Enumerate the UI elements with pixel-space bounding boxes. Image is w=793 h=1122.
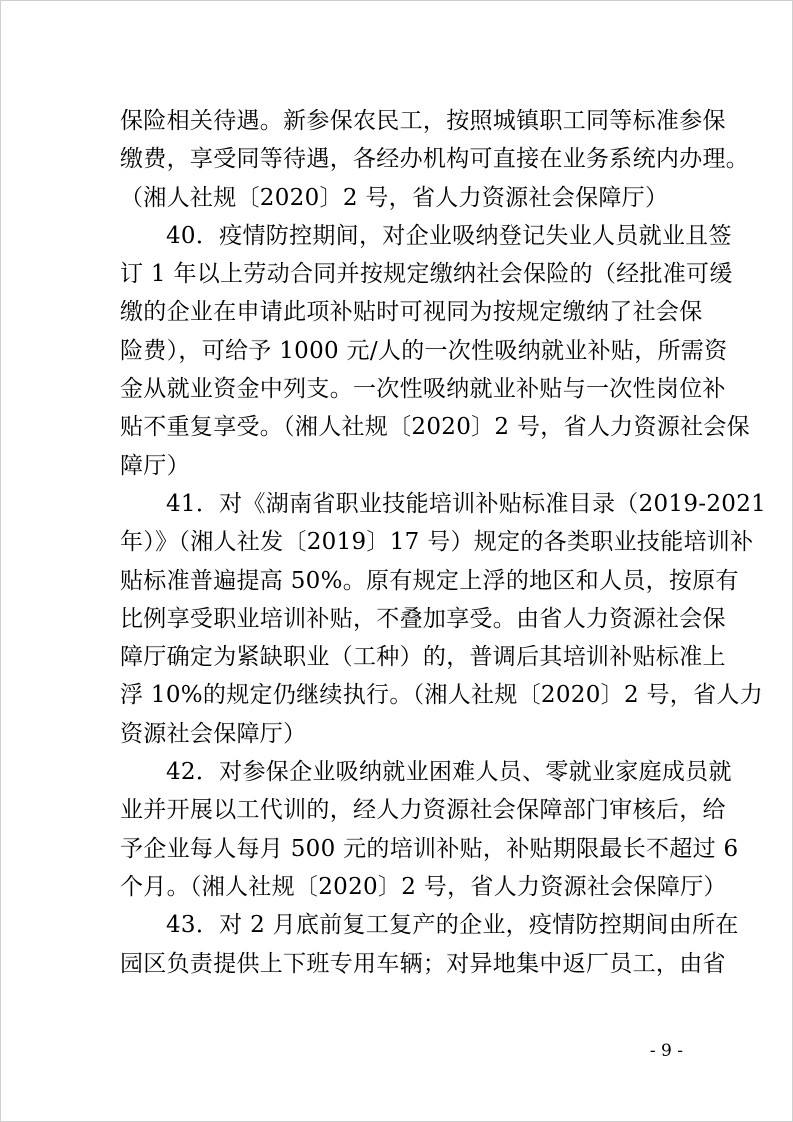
text-line: 予企业每人每月 500 元的培训补贴，补贴期限最长不超过 6 bbox=[120, 835, 739, 862]
paragraph-42-first-line: 42．对参保企业吸纳就业困难人员、零就业家庭成员就 bbox=[166, 759, 732, 786]
text-line: 浮 10%的规定仍继续执行。（湘人社规〔2020〕2 号，省人力 bbox=[120, 682, 764, 709]
text-line: 保险相关待遇。新参保农民工，按照城镇职工同等标准参保 bbox=[120, 108, 726, 134]
text-line: 贴标准普遍提高 50%。原有规定上浮的地区和人员，按原有 bbox=[120, 567, 739, 594]
text-line: 贴不重复享受。（湘人社规〔2020〕2 号，省人力资源社会保 bbox=[120, 414, 750, 441]
page-number: - 9 - bbox=[649, 1041, 683, 1061]
text-line: 障厅） bbox=[120, 452, 190, 479]
document-body bbox=[120, 102, 767, 983]
paragraph-41-first-line: 41．对《湖南省职业技能培训补贴标准目录（2019-2021 bbox=[166, 490, 767, 517]
text-line: 业并开展以工代训的，经人力资源社会保障部门审核后，给 bbox=[120, 797, 726, 824]
text-line: 险费），可给予 1000 元/人的一次性吸纳就业补贴，所需资 bbox=[120, 337, 728, 364]
paragraph-40-first-line: 40．疫情防控期间，对企业吸纳登记失业人员就业且签 bbox=[166, 222, 732, 249]
text-line: 个月。（湘人社规〔2020〕2 号，省人力资源社会保障厅） bbox=[120, 873, 727, 900]
text-line: 缴费，享受同等待遇，各经办机构可直接在业务系统内办理。 bbox=[120, 146, 750, 173]
text-line: 障厅确定为紧缺职业（工种）的，普调后其培训补贴标准上 bbox=[120, 644, 726, 671]
text-line: 缴的企业在申请此项补贴时可视同为按规定缴纳了社会保 bbox=[120, 299, 703, 326]
text-line: 园区负责提供上下班专用车辆；对异地集中返厂员工，由省 bbox=[120, 950, 726, 977]
text-line: 订 1 年以上劳动合同并按规定缴纳社会保险的（经批准可缓 bbox=[120, 261, 733, 288]
paragraph-43-first-line: 43．对 2 月底前复工复产的企业，疫情防控期间由所在 bbox=[166, 912, 739, 939]
text-line: 金从就业资金中列支。一次性吸纳就业补贴与一次性岗位补 bbox=[120, 376, 726, 403]
text-line: 比例享受职业培训补贴，不叠加享受。由省人力资源社会保 bbox=[120, 605, 726, 632]
text-line: 年）》（湘人社发〔2019〕17 号）规定的各类职业技能培训补 bbox=[120, 529, 754, 556]
text-line: 资源社会保障厅） bbox=[120, 720, 307, 747]
text-line: （湘人社规〔2020〕2 号，省人力资源社会保障厅） bbox=[120, 184, 669, 211]
